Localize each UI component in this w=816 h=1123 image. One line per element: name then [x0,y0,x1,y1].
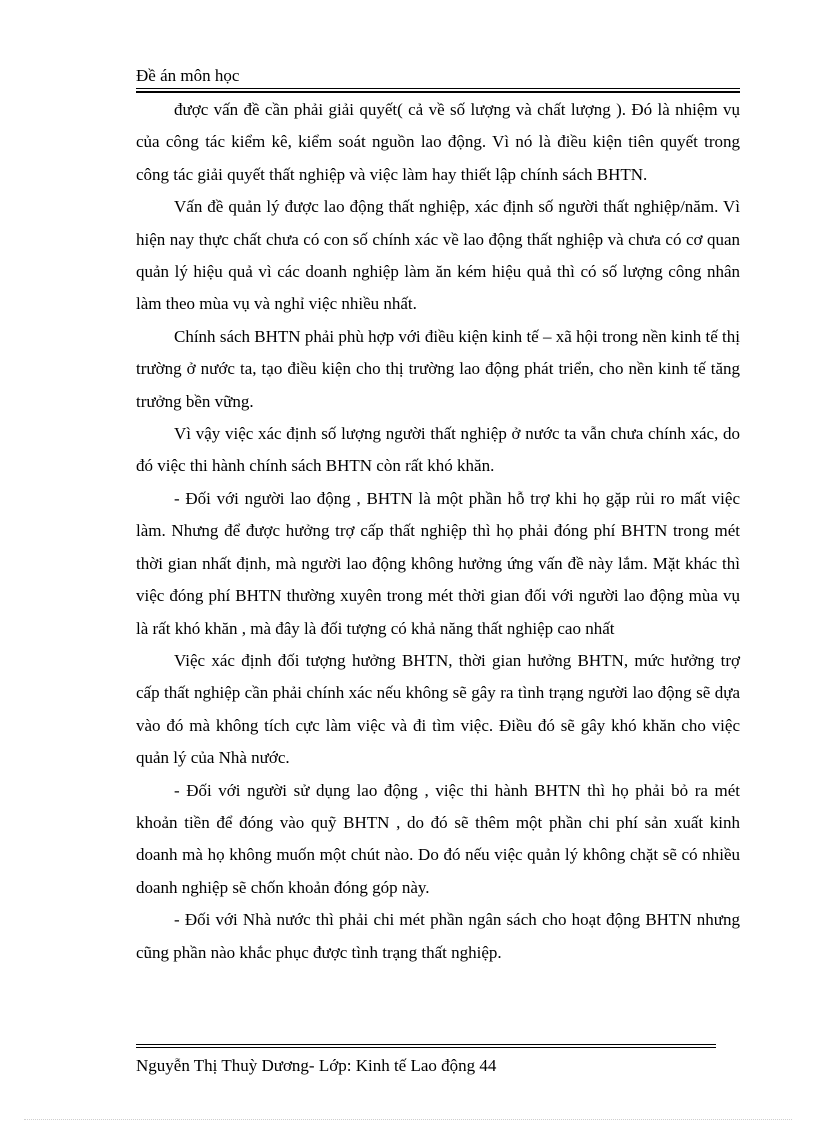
header-rule-top [136,88,740,89]
paragraph-7: - Đối với người sử dụng lao động , việc thi hành BHTN thì họ phải bỏ ra mét khoản tiền để đóng vào quỹ BHTN , do đó sẽ thêm một phần chi phí sản xuất kinh doanh mà họ không muốn một chút nào. Do đó nếu việc quản lý không chặt sẽ có nhiều doanh nghiệp sẽ chốn khoản đóng góp này. [136,780,740,897]
paragraph-5: - Đối với người lao động , BHTN là một phần hỗ trợ khi họ gặp rủi ro mất việc làm. Nhưng để được hưởng trợ cấp thất nghiệp thì họ phải đóng phí BHTN trong mét thời gian nhất định, mà người lao động không hưởng ứng vấn đề này lắm. Mặt khác thì việc đóng phí BHTN thường xuyên trong mét thời gian đối với người lao động mùa vụ là rất khó khăn , mà đây là đối tượng có khả năng thất nghiệp cao nhất [136,488,740,638]
footer-rule-top [136,1044,716,1045]
paragraph-8: - Đối với Nhà nước thì phải chi mét phần ngân sách cho hoạt động BHTN nhưng cũng phần nào khắc phục được tình trạng thất nghiệp. [136,910,740,962]
header-title: Đề án môn học [136,66,240,85]
page-bottom-edge [24,1119,792,1120]
paragraph-4: Vì vậy việc xác định số lượng người thất nghiệp ở nước ta vẫn chưa chính xác, do đó việc thi hành chính sách BHTN còn rất khó khăn. [136,424,740,476]
page-footer [136,1056,740,1076]
footer-rule-bottom [136,1047,716,1048]
page-header [136,66,740,86]
paragraph-1: được vấn đề cần phải giải quyết( cả về số lượng và chất lượng ). Đó là nhiệm vụ của công tác kiểm kê, kiểm soát nguồn lao động. Vì nó là điều kiện tiên quyết trong công tác giải quyết thất nghiệp và việc làm hay thiết lập chính sách BHTN. [136,100,740,184]
paragraph-3: Chính sách BHTN phải phù hợp với điều kiện kinh tế – xã hội trong nền kinh tế thị trường ở nước ta, tạo điều kiện cho thị trường lao động phát triển, cho nền kinh tế tăng trưởng bền vững. [136,326,740,411]
footer-text: Nguyễn Thị Thuỳ Dương- Lớp: Kinh tế Lao động 44 [136,1056,497,1075]
paragraph-2: Vấn đề quản lý được lao động thất nghiệp, xác định số người thất nghiệp/năm. Vì hiện nay thực chất chưa có con số chính xác về lao động thất nghiệp và chưa có cơ quan quản lý hiệu quả vì các doanh nghiệp làm ăn kém hiệu quả thì có số lượng công nhân làm theo mùa vụ và nghỉ việc nhiều nhất. [136,197,740,314]
paragraph-6: Việc xác định đối tượng hưởng BHTN, thời gian hưởng BHTN, mức hưởng trợ cấp thất nghiệp cần phải chính xác nếu không sẽ gây ra tình trạng người lao động sẽ dựa vào đó mà không tích cực làm việc và đi tìm việc. Điều đó sẽ gây khó khăn cho việc quản lý của Nhà nước. [136,650,740,768]
header-rule-bottom [136,91,740,93]
document-body [136,94,740,969]
